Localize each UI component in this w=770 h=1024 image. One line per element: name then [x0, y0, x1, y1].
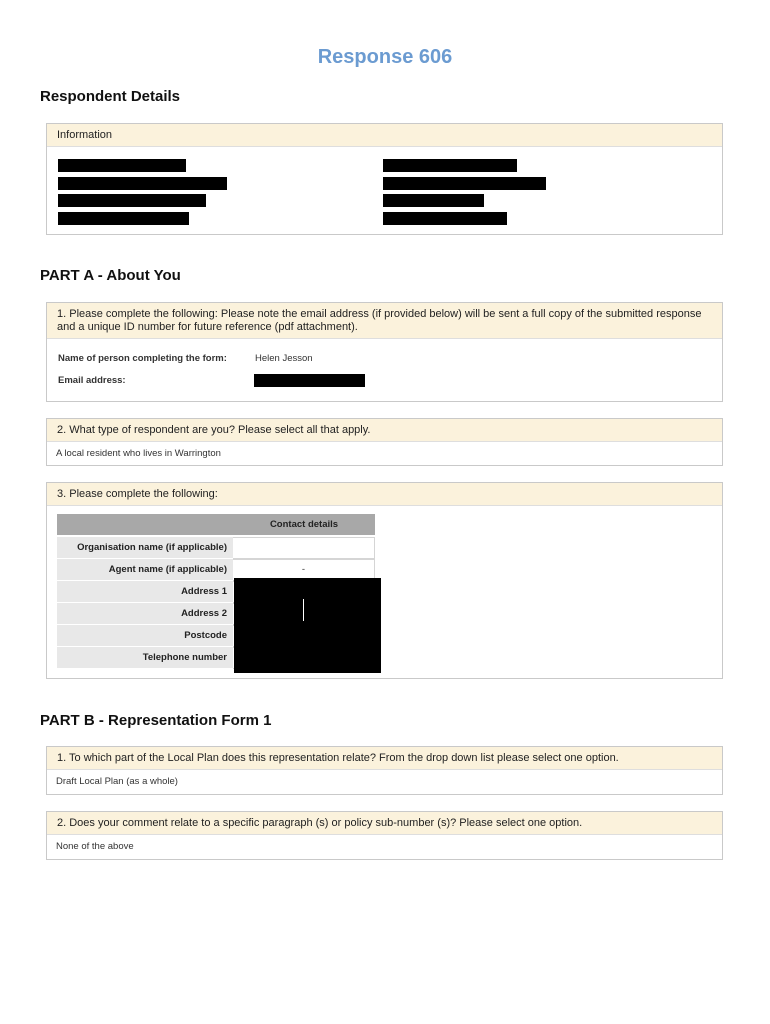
part-b-heading: PART B - Representation Form 1 — [40, 712, 272, 729]
redaction-block — [383, 177, 546, 190]
contact-row-label: Telephone number — [57, 647, 233, 669]
part-a-question-1-text: 1. Please complete the following: Please note the email address (if provided below) will be sent a full copy of the submitted response and a unique ID number for future reference (pdf attachment). — [47, 303, 722, 339]
part-a-question-1-body — [47, 339, 722, 401]
name-value: Helen Jesson — [255, 353, 313, 364]
email-redaction — [254, 374, 365, 387]
redaction-block — [58, 177, 227, 190]
redaction-block — [58, 212, 189, 225]
part-b-question-2-text: 2. Does your comment relate to a specific paragraph (s) or policy sub-number (s)? Please select one option. — [47, 812, 722, 835]
part-a-heading: PART A - About You — [40, 267, 181, 284]
redaction-artifact-line — [303, 599, 304, 621]
part-a-question-1-panel — [46, 302, 723, 402]
page-title: Response 606 — [317, 46, 453, 68]
respondent-details-heading: Respondent Details — [40, 88, 181, 105]
part-a-question-2-text: 2. What type of respondent are you? Please select all that apply. — [47, 419, 722, 442]
redaction-block — [383, 194, 484, 207]
information-panel — [46, 123, 723, 235]
contact-row-label: Organisation name (if applicable) — [57, 537, 233, 559]
part-b-question-2-panel — [46, 811, 723, 860]
redaction-block — [383, 212, 507, 225]
information-panel-title: Information — [47, 124, 722, 147]
contact-redaction — [234, 578, 381, 673]
information-panel-body — [47, 147, 722, 235]
contact-details-header: Contact details — [269, 519, 339, 530]
part-b-question-1-panel — [46, 746, 723, 795]
redaction-block — [58, 159, 186, 172]
email-label: Email address: — [58, 375, 126, 386]
name-label: Name of person completing the form: — [58, 353, 227, 364]
contact-row-label: Address 2 — [57, 603, 233, 625]
part-a-question-2-panel — [46, 418, 723, 466]
part-a-question-2-answer: A local resident who lives in Warrington — [56, 448, 221, 459]
contact-table-header — [57, 514, 375, 535]
part-b-question-1-text: 1. To which part of the Local Plan does this representation relate? From the drop down list please select one option. — [47, 747, 722, 770]
contact-row-label: Postcode — [57, 625, 233, 647]
part-b-question-2-answer: None of the above — [56, 841, 134, 852]
part-b-question-1-answer: Draft Local Plan (as a whole) — [56, 776, 178, 787]
contact-row-label: Address 1 — [57, 581, 233, 603]
redaction-block — [383, 159, 517, 172]
contact-row-value — [233, 537, 375, 559]
contact-row-label: Agent name (if applicable) — [57, 559, 233, 581]
part-a-question-3-text: 3. Please complete the following: — [47, 483, 722, 506]
redaction-block — [58, 194, 206, 207]
contact-row-value: - — [233, 559, 375, 581]
